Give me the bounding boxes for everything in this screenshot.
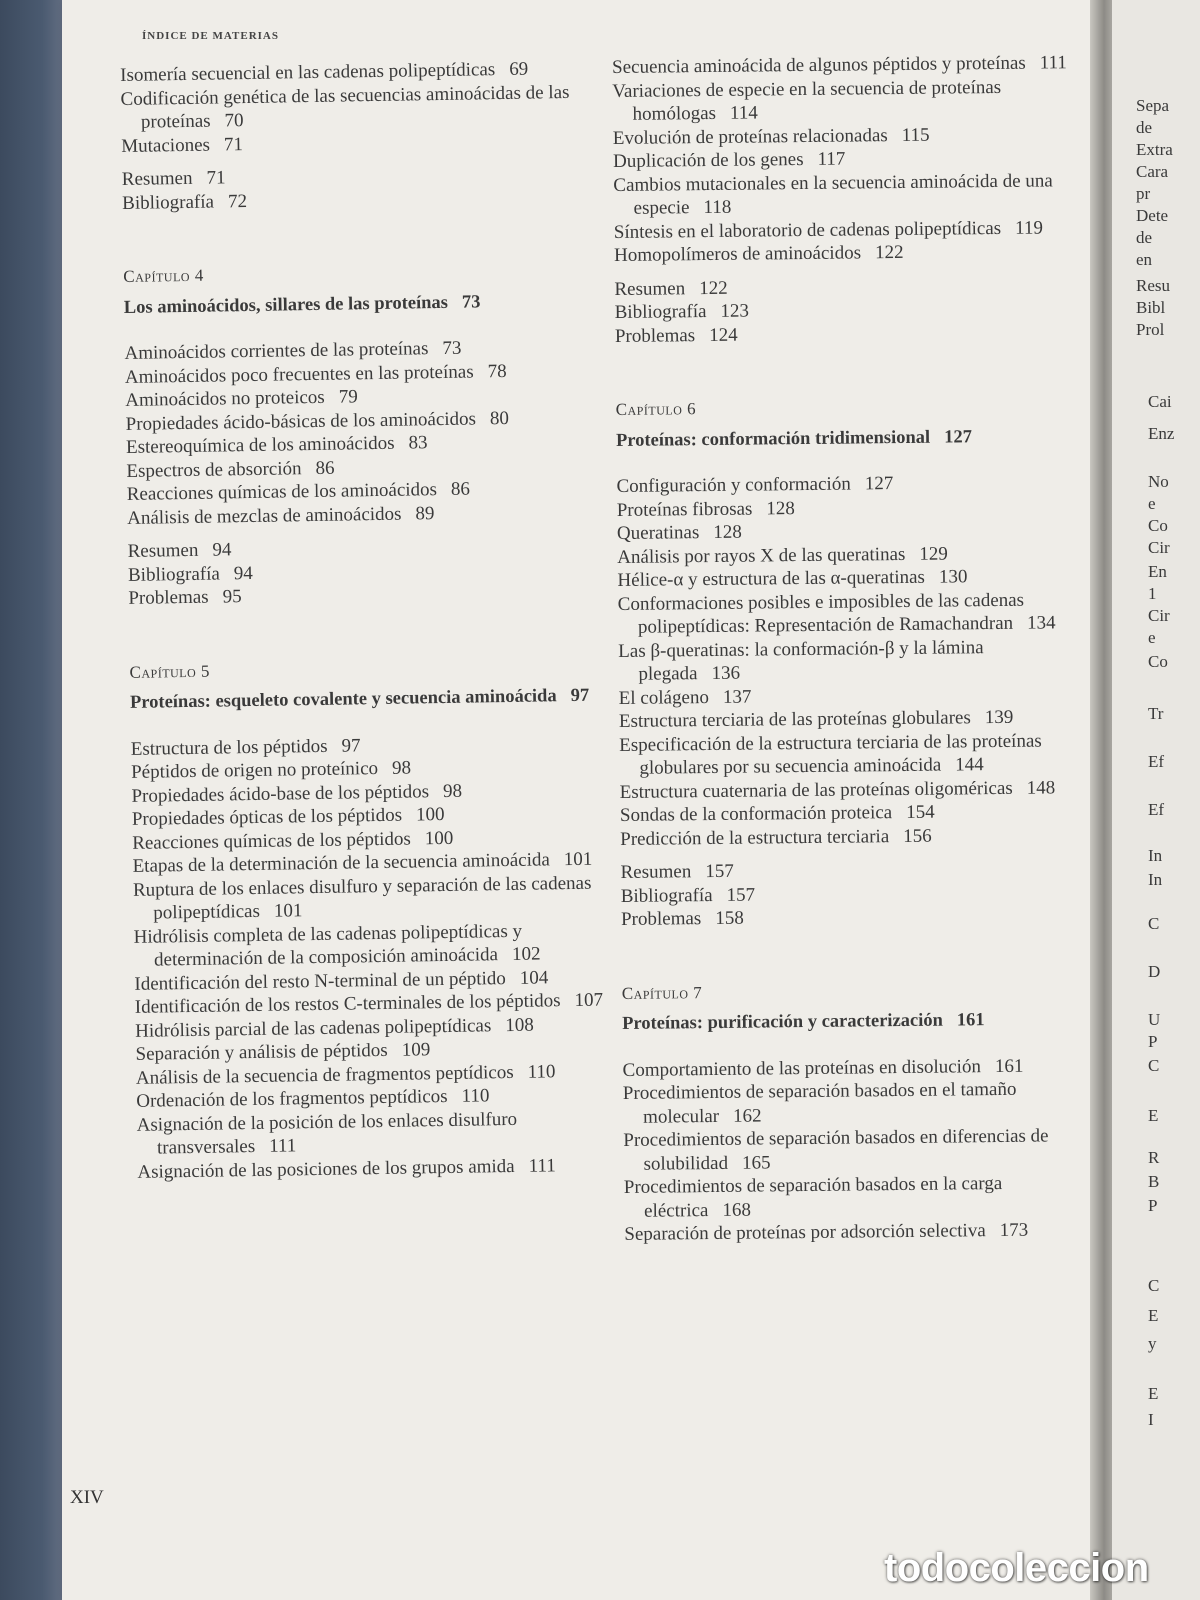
toc-entry-text: Reacciones químicas de los aminoácidos — [126, 479, 438, 505]
toc-entry — [624, 1218, 1094, 1246]
toc-entry-text: Asignación de las posiciones de los grupos amida — [137, 1155, 515, 1183]
right-page-fragment: Co — [1148, 652, 1168, 671]
toc-entry-text: Propiedades ópticas de los péptidos — [131, 804, 403, 830]
toc-entry-text: Aminoácidos poco frecuentes en las proteínas — [124, 360, 474, 388]
toc-entry-page: 124 — [709, 324, 738, 346]
right-page-fragment: Cir — [1148, 606, 1170, 625]
toc-entry-page: 98 — [391, 757, 412, 779]
toc-entry-page: 158 — [715, 907, 744, 929]
toc-entry-page: 130 — [938, 566, 968, 588]
toc-entry-page: 157 — [726, 884, 756, 906]
toc-entry-text: Duplicación de los genes — [612, 149, 804, 172]
toc-entry-text: Ordenación de los fragmentos peptídicos — [136, 1085, 448, 1112]
right-page-fragment: Sepa — [1136, 96, 1170, 115]
toc-entry — [618, 588, 1088, 640]
toc-entry-text: Reacciones químicas de los péptidos — [132, 828, 411, 854]
toc-entry — [618, 635, 1088, 687]
toc-entry-text: Estructura de los péptidos — [130, 735, 328, 760]
right-page-fragment: Enz — [1148, 424, 1175, 443]
toc-entry-page: 136 — [711, 662, 741, 684]
toc-entry-text: Resumen — [127, 539, 199, 562]
toc-entry-page: 107 — [574, 989, 604, 1011]
toc-entry-text: Variaciones de especie en la secuencia de proteínas homólogas — [612, 76, 1002, 125]
toc-entry-text: Análisis por rayos X de las queratinas — [617, 543, 906, 568]
toc-entry-page: 104 — [519, 966, 549, 989]
right-page-fragment: E — [1148, 1384, 1159, 1403]
toc-entry-text: Predicción de la estructura terciaria — [620, 825, 890, 850]
toc-entry-text: Estructura terciaria de las proteínas globulares — [618, 707, 971, 732]
toc-entry-page: 109 — [401, 1039, 431, 1061]
right-page-fragment: en — [1136, 250, 1153, 269]
toc-entry-page: 156 — [903, 825, 932, 847]
toc-entry-text: Sondas de la conformación proteica — [619, 802, 893, 826]
right-page-fragment: C — [1148, 1056, 1160, 1075]
chapter-title-text: Proteínas: esqueleto covalente y secuencia aminoácida — [129, 686, 557, 713]
right-page-fragment: Extra — [1136, 140, 1173, 159]
right-page-fragment: y — [1148, 1334, 1157, 1353]
book-spine — [0, 0, 70, 1600]
right-page-fragment: de — [1136, 118, 1153, 137]
toc-entry-text: Separación de proteínas por adsorción selectiva — [624, 1220, 986, 1245]
toc-entry-text: Bibliografía — [620, 884, 713, 907]
toc-entry-page: 154 — [906, 801, 935, 823]
toc-column-left — [120, 57, 608, 1184]
right-page-fragment: Co — [1148, 516, 1168, 535]
toc-entry — [134, 918, 605, 972]
toc-entry-page: 79 — [338, 386, 358, 408]
toc-entry-page: 111 — [528, 1154, 556, 1177]
toc-entry — [619, 729, 1089, 781]
toc-entry-text: Evolución de proteínas relacionadas — [612, 124, 888, 149]
toc-entry-page: 168 — [722, 1199, 752, 1221]
toc-entry-page: 97 — [341, 734, 361, 757]
toc-entry-text: Problemas — [614, 324, 696, 347]
toc-entry-text: Procedimientos de separación basados en la carga eléctrica — [623, 1172, 1003, 1222]
chapter-title — [130, 685, 600, 716]
toc-entry — [614, 216, 1084, 244]
right-page-fragment: P — [1148, 1032, 1158, 1051]
toc-entry-text: Bibliografía — [122, 191, 215, 214]
toc-entry-page: 78 — [487, 360, 507, 382]
toc-entry-text: Cambios mutacionales en la secuencia aminoácida de una especie — [613, 169, 1053, 219]
toc-entry-page: 110 — [461, 1085, 490, 1107]
toc-entry-text: Procedimientos de separación basados en diferencias de solubilidad — [623, 1125, 1049, 1175]
toc-entry-text: Secuencia aminoácida de algunos péptidos y proteínas — [612, 52, 1026, 78]
toc-entry-page: 101 — [563, 848, 593, 871]
toc-entry-text: Etapas de la determinación de la secuencia aminoácida — [132, 849, 550, 877]
toc-entry-text: Propiedades ácido-básicas de los aminoácidos — [125, 407, 477, 435]
toc-entry-text: Configuración y conformación — [616, 473, 851, 497]
chapter-title — [622, 1008, 1092, 1036]
toc-entry-page: 148 — [1026, 776, 1056, 799]
toc-entry-page: 86 — [315, 457, 335, 479]
toc-entry-page: 73 — [442, 337, 462, 359]
right-page-fragment: I — [1148, 1410, 1154, 1429]
toc-entry-text: Identificación del resto N-terminal de un péptido — [134, 967, 507, 995]
right-page-fragment: Resu — [1136, 276, 1170, 295]
toc-entry-text: Conformaciones posibles e imposibles de las cadenas polipeptídicas: Representación de Ramachandran — [617, 589, 1025, 638]
right-page-fragment: Bibl — [1136, 298, 1166, 317]
chapter-title — [616, 425, 1086, 453]
toc-entry-page: 100 — [424, 827, 454, 849]
toc-entry-page: 71 — [223, 133, 244, 155]
toc-entry-page: 110 — [527, 1060, 556, 1083]
toc-entry-page: 111 — [268, 1135, 297, 1157]
toc-entry — [623, 1077, 1093, 1129]
toc-entry-text: Asignación de la posición de los enlaces disulfuro transversales — [136, 1108, 518, 1159]
chapter-label: Capítulo 7 — [621, 982, 703, 1003]
right-page-fragment: E — [1148, 1306, 1159, 1325]
toc-entry-text: Aminoácidos no proteicos — [125, 386, 325, 411]
toc-entry-page: 173 — [999, 1219, 1029, 1242]
toc-entry-text: Isomería secuencial en las cadenas polipeptídicas — [120, 59, 496, 86]
chapter-title-page: 127 — [944, 426, 973, 448]
toc-entry — [613, 169, 1083, 221]
right-page-fragment: U — [1148, 1010, 1161, 1029]
toc-entry-page: 128 — [766, 497, 795, 519]
toc-entry-page: 165 — [741, 1151, 771, 1174]
toc-entry-text: Hidrólisis completa de las cadenas polipeptídicas y determinación de la composición aminoácida — [133, 920, 523, 971]
toc-entry-page: 139 — [984, 706, 1014, 729]
toc-entry-page: 117 — [817, 148, 846, 170]
toc-entry-text: Síntesis en el laboratorio de cadenas polipeptídicas — [613, 217, 1002, 243]
toc-entry-page: 157 — [705, 860, 734, 883]
toc-entry-text: Resumen — [620, 861, 692, 883]
right-page-fragment: pr — [1136, 184, 1151, 203]
toc-entry-page: 123 — [720, 300, 750, 322]
chapter-label: Capítulo 4 — [123, 265, 204, 286]
toc-entry-page: 69 — [509, 58, 529, 80]
toc-entry-text: Las β-queratinas: la conformación-β y la lámina plegada — [618, 636, 984, 685]
chapter-label: Capítulo 6 — [615, 399, 697, 419]
right-page-fragment: C — [1148, 914, 1160, 933]
right-page-fragment: Ef — [1148, 800, 1165, 819]
toc-entry-text: Comportamiento de las proteínas en disolución — [622, 1055, 982, 1081]
right-page-fragment: En — [1148, 562, 1167, 581]
toc-entry-page: 108 — [505, 1014, 534, 1036]
toc-entry-text: Estereoquímica de los aminoácidos — [125, 432, 395, 458]
toc-entry-page: 111 — [1039, 52, 1067, 74]
toc-entry — [612, 51, 1082, 79]
right-page-fragment: In — [1148, 846, 1163, 865]
toc-entry-text: Análisis de mezclas de aminoácidos — [126, 503, 402, 529]
toc-entry-text: Bibliografía — [127, 562, 220, 586]
toc-entry-text: Especificación de la estructura terciaria de las proteínas globulares por su secuencia aminoácida — [619, 730, 1042, 779]
right-page-fragment: Dete — [1136, 206, 1169, 225]
toc-entry-text: Identificación de los restos C-terminales de los péptidos — [134, 990, 561, 1018]
toc-entry-text: Propiedades ácido-base de los péptidos — [131, 780, 430, 807]
toc-entry-text: Procedimientos de separación basados en el tamaño molecular — [622, 1078, 1017, 1128]
toc-entry-page: 95 — [222, 586, 242, 608]
right-page-fragment: In — [1148, 870, 1163, 889]
right-page-fragment: D — [1148, 962, 1161, 981]
toc-entry-page: 137 — [722, 686, 752, 708]
toc-entry-text: Homopolímeros de aminoácidos — [613, 242, 862, 266]
toc-entry-text: Separación y análisis de péptidos — [135, 1039, 388, 1065]
toc-entry-page: 128 — [713, 521, 742, 543]
right-page-fragment: Tr — [1148, 704, 1164, 723]
toc-entry-text: Mutaciones — [121, 134, 211, 157]
right-page-fragment: 1 — [1148, 584, 1157, 603]
right-page-fragment: Ef — [1148, 752, 1165, 771]
toc-entry-text: Hidrólisis parcial de las cadenas polipeptídicas — [135, 1014, 492, 1042]
toc-entry — [622, 1054, 1092, 1082]
toc-entry-page: 71 — [206, 167, 226, 189]
toc-entry-text: Resumen — [614, 277, 686, 300]
right-page-fragment: B — [1148, 1172, 1160, 1191]
right-page-fragment: P — [1148, 1196, 1158, 1215]
toc-entry-page: 102 — [511, 943, 541, 965]
toc-entry-page: 80 — [489, 407, 510, 429]
toc-entry-page: 94 — [212, 539, 232, 561]
right-page-fragment: No — [1148, 472, 1169, 491]
chapter-title-page: 73 — [461, 291, 481, 313]
right-page-fragment: e — [1148, 494, 1156, 513]
toc-entry-text: Resumen — [121, 167, 193, 190]
toc-entry-page: 127 — [864, 473, 894, 495]
toc-entry-page: 129 — [919, 543, 948, 565]
toc-entry — [612, 75, 1082, 127]
toc-entry-text: Bibliografía — [614, 301, 707, 323]
toc-entry-page: 122 — [874, 241, 904, 264]
toc-entry — [133, 871, 604, 925]
toc-entry-text: Estructura cuaternaria de las proteínas oligoméricas — [619, 777, 1013, 803]
chapter-label: Capítulo 5 — [129, 661, 211, 682]
toc-entry-page: 115 — [901, 124, 930, 146]
toc-entry-text: Queratinas — [616, 522, 700, 544]
right-page-fragment: e — [1148, 628, 1156, 647]
toc-entry-page: 94 — [233, 562, 253, 584]
toc-entry-text: Aminoácidos corrientes de las proteínas — [124, 338, 429, 364]
toc-entry-page: 83 — [408, 432, 428, 454]
toc-entry-page: 122 — [699, 277, 728, 299]
running-head: ÍNDICE DE MATERIAS — [142, 30, 279, 42]
toc-entry — [136, 1106, 607, 1160]
toc-column-right — [612, 51, 1094, 1246]
toc-entry-text: Codificación genética de las secuencias aminoácidas de las proteínas — [120, 81, 570, 133]
toc-entry-text: Espectros de absorción — [126, 457, 302, 482]
right-page-fragment: Cai — [1148, 392, 1172, 411]
toc-entry-page: 114 — [729, 102, 758, 124]
toc-entry-page: 134 — [1026, 612, 1056, 634]
watermark-logo: todocoleccion — [884, 1546, 1149, 1590]
page-folio: XIV — [70, 1487, 104, 1508]
toc-entry-page: 86 — [450, 478, 471, 500]
toc-entry — [120, 80, 591, 134]
toc-entry-text: Problemas — [620, 908, 702, 930]
right-page-fragment: R — [1148, 1148, 1160, 1167]
toc-entry-text: Péptidos de origen no proteínico — [130, 758, 379, 783]
toc-entry-page: 101 — [273, 900, 303, 922]
toc-entry-page: 72 — [227, 190, 248, 212]
toc-entry-text: Análisis de la secuencia de fragmentos peptídicos — [135, 1061, 514, 1089]
toc-entry — [620, 776, 1090, 804]
toc-entry-page: 100 — [415, 803, 445, 826]
toc-entry-page: 162 — [732, 1104, 762, 1127]
toc-entry-page: 89 — [415, 502, 435, 524]
chapter-title-text: Proteínas: conformación tridimensional — [615, 427, 931, 451]
toc-entry-page: 98 — [442, 780, 463, 802]
toc-entry — [623, 1124, 1093, 1176]
toc-entry-page: 119 — [1014, 216, 1044, 239]
toc-entry-page: 70 — [224, 110, 244, 132]
toc-entry-text: Problemas — [128, 586, 209, 609]
toc-entry-text: El colágeno — [618, 686, 710, 709]
right-page-fragment: Cir — [1148, 538, 1170, 557]
toc-entry — [624, 1171, 1094, 1223]
toc-entry-text: Hélice-α y estructura de las α-queratinas — [617, 566, 926, 591]
right-page-fragment: Prol — [1136, 320, 1165, 339]
right-page-fragment: E — [1148, 1106, 1159, 1125]
toc-entry-text: Proteínas fibrosas — [616, 498, 753, 521]
toc-entry-page: 144 — [955, 754, 984, 776]
toc-entry-page: 161 — [994, 1055, 1024, 1077]
right-page-fragment: de — [1136, 228, 1153, 247]
chapter-title-page: 161 — [956, 1010, 985, 1031]
chapter-title-page: 97 — [570, 685, 590, 706]
right-page-fragment: C — [1148, 1276, 1160, 1295]
chapter-title-text: Los aminoácidos, sillares de las proteínas — [123, 292, 449, 318]
toc-entry-text: Ruptura de los enlaces disulfuro y separación de las cadenas polipeptídicas — [132, 872, 592, 924]
right-page-fragment: Cara — [1136, 162, 1169, 181]
chapter-title — [124, 289, 594, 320]
toc-entry-page: 118 — [703, 196, 732, 219]
chapter-title-text: Proteínas: purificación y caracterización — [622, 1010, 943, 1034]
